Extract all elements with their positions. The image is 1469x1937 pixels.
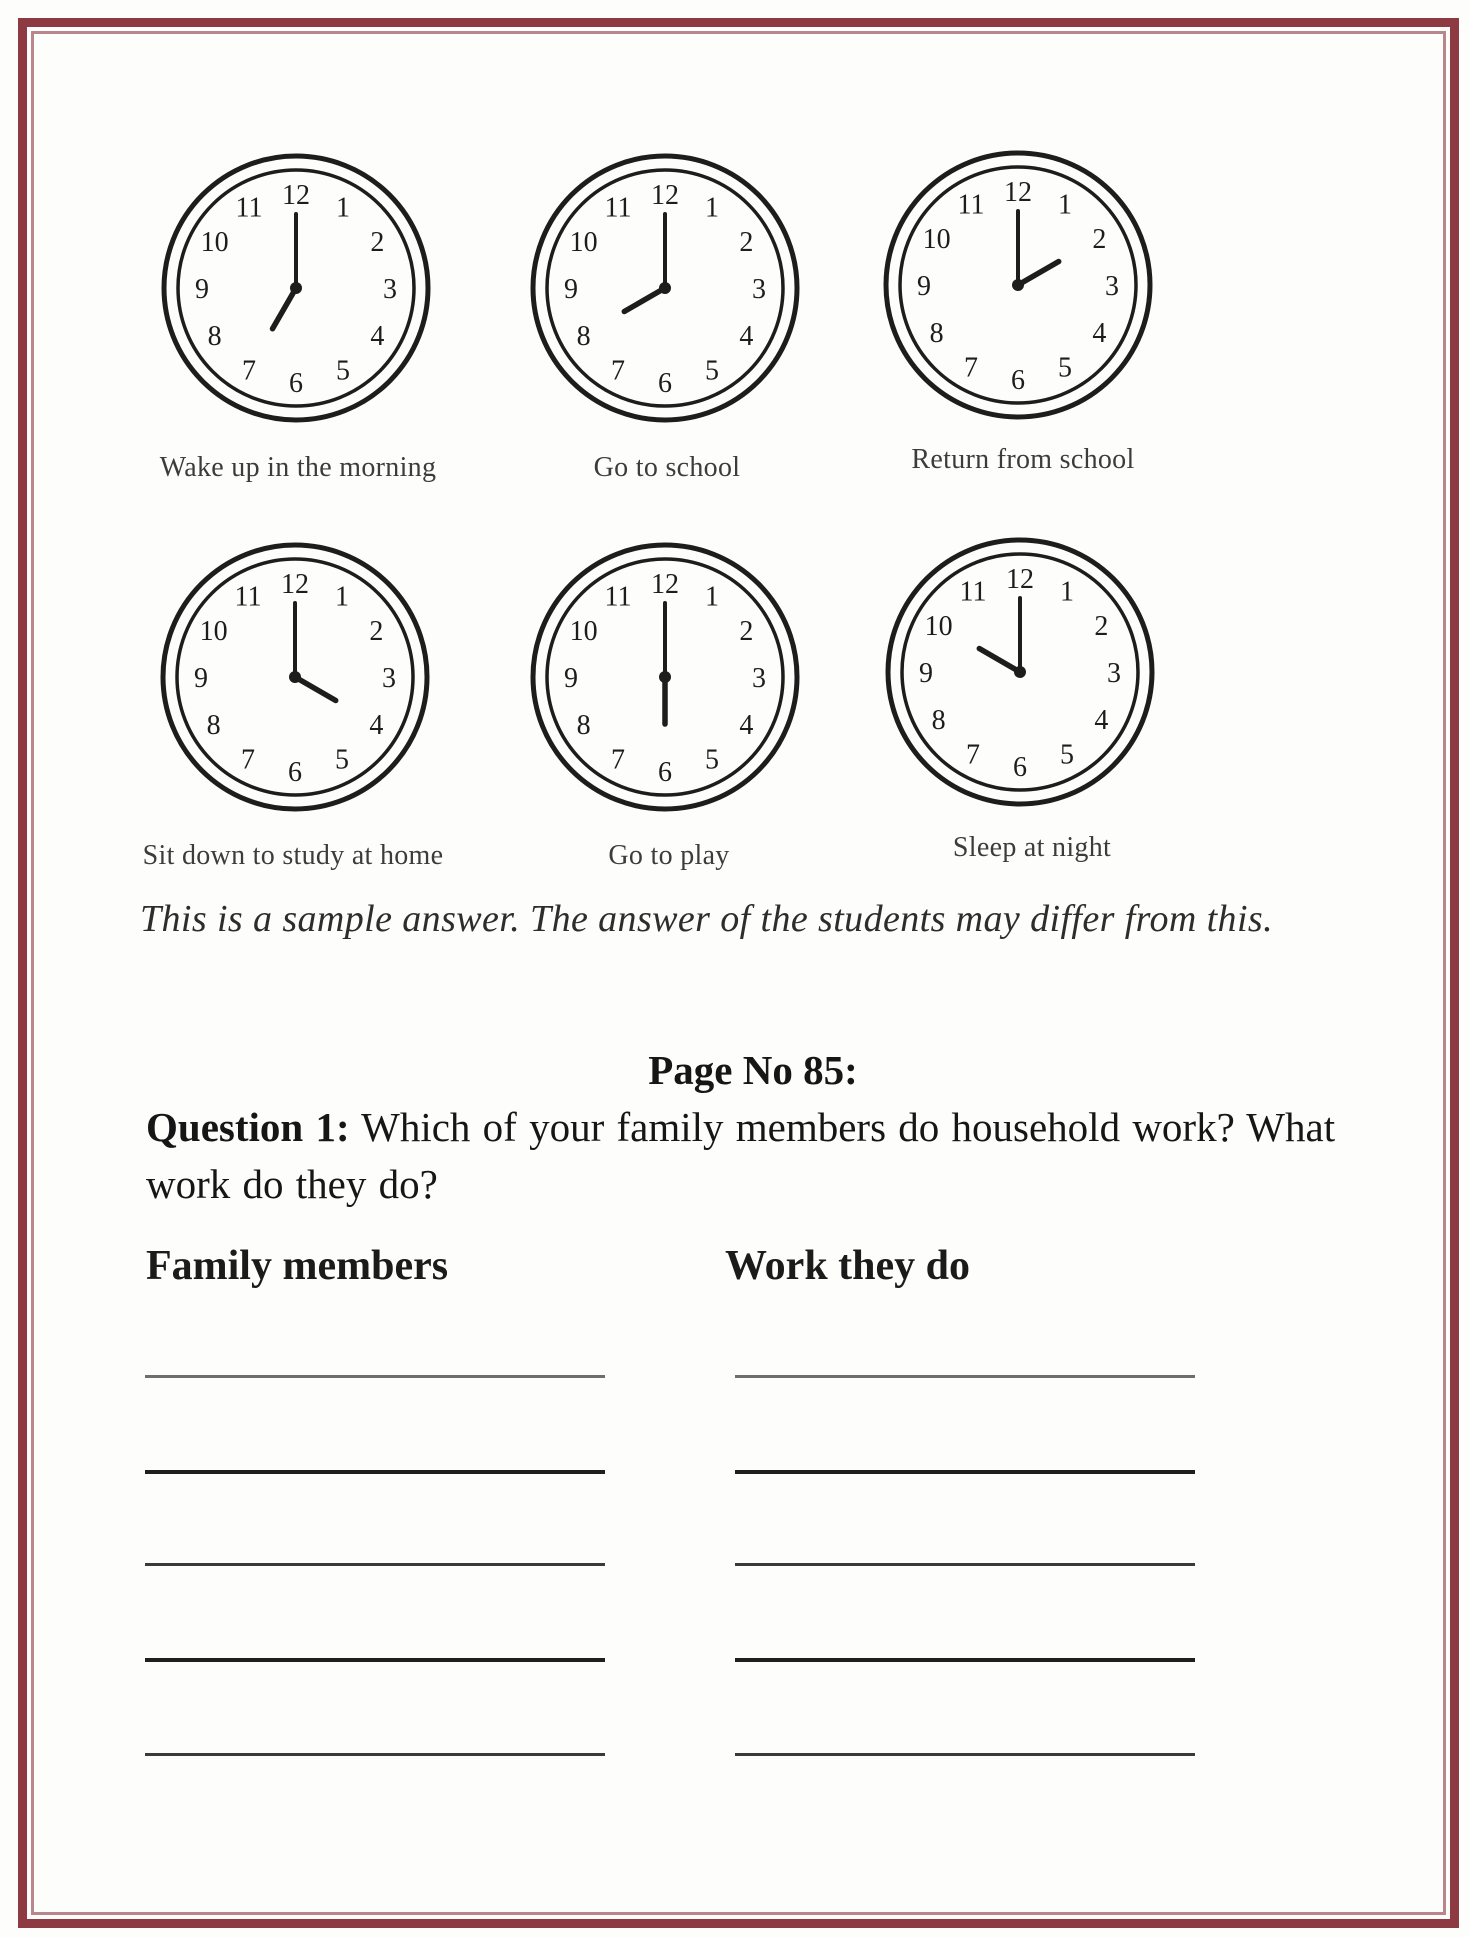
question-label: Question 1: (146, 1104, 350, 1150)
clock-caption: Return from school (911, 444, 1135, 475)
clock-number: 5 (705, 355, 719, 387)
sample-answer-note: This is a sample answer. The answer of the students may differ from this. (140, 898, 1273, 940)
clock-number: 2 (739, 616, 754, 647)
clock-number: 3 (752, 663, 766, 694)
clock-center-dot (659, 282, 671, 294)
page-heading: Page No 85: (648, 1047, 858, 1093)
answer-lines-work-they-do (735, 0, 1195, 1937)
clock-number: 9 (194, 663, 208, 694)
clock-number: 1 (336, 192, 350, 224)
clock-number: 5 (1058, 352, 1072, 384)
clock-number: 2 (1094, 611, 1109, 642)
clock-number: 1 (705, 581, 719, 613)
answer-lines-family-members (145, 0, 605, 1937)
clock-number: 2 (1092, 224, 1107, 255)
clock-number: 4 (369, 710, 384, 741)
clock-number: 1 (705, 192, 719, 224)
clock-number: 3 (1105, 271, 1119, 302)
clock-number: 12 (282, 180, 310, 211)
clock-number: 10 (569, 227, 598, 258)
clock-number: 1 (1060, 576, 1074, 608)
clock-number: 2 (739, 227, 754, 258)
clock-number: 3 (383, 274, 397, 305)
answer-blank-line (145, 1375, 605, 1378)
clock-number: 10 (200, 227, 229, 258)
column-header-family-members: Family members (146, 1243, 449, 1289)
clock-number: 6 (288, 757, 302, 788)
clock-number: 12 (1006, 564, 1034, 595)
clock-number: 11 (604, 581, 632, 613)
clock-number: 4 (1092, 318, 1107, 349)
clock-number: 4 (739, 321, 754, 352)
clock-number: 7 (611, 355, 625, 387)
answer-blank-line (735, 1753, 1195, 1756)
clock-number: 7 (964, 352, 978, 384)
answer-blank-line (145, 1658, 605, 1662)
clock-number: 1 (335, 581, 349, 613)
clock-number: 10 (924, 611, 953, 642)
question-text-line2: work do they do? (146, 1161, 438, 1207)
clock-number: 8 (929, 318, 944, 349)
clock-number: 8 (931, 705, 946, 736)
clock-number: 9 (919, 658, 933, 689)
clock-number: 6 (658, 757, 672, 788)
answer-blank-line (145, 1470, 605, 1474)
clock-number: 9 (195, 274, 209, 305)
clock-number: 7 (611, 744, 625, 776)
clock-number: 10 (569, 616, 598, 647)
hour-hand (624, 288, 665, 312)
clock-caption: Go to school (593, 452, 741, 483)
question-text-line1: Which of your family members do household work? What (361, 1104, 1336, 1150)
column-header-work-they-do: Work they do (725, 1243, 971, 1289)
clock-number: 6 (1011, 365, 1025, 396)
clock-number: 5 (336, 355, 350, 387)
answer-blank-line (735, 1658, 1195, 1662)
clock-number: 11 (235, 192, 263, 224)
clock-number: 9 (564, 663, 578, 694)
clock-number: 11 (959, 576, 987, 608)
clock-caption: Go to play (608, 840, 730, 871)
clock-number: 3 (1107, 658, 1121, 689)
clock-caption: Wake up in the morning (159, 452, 437, 483)
answer-blank-line (735, 1375, 1195, 1378)
clock-number: 8 (576, 710, 591, 741)
answer-blank-line (145, 1753, 605, 1756)
clock-number: 5 (705, 744, 719, 776)
clock-center-dot (659, 671, 671, 683)
clock-number: 3 (752, 274, 766, 305)
clock-number: 8 (206, 710, 221, 741)
clock-number: 9 (564, 274, 578, 305)
clock-number: 8 (576, 321, 591, 352)
clock-number: 12 (281, 569, 309, 600)
clock-number: 6 (1013, 752, 1027, 783)
clock-number: 2 (369, 616, 384, 647)
clock-number: 5 (335, 744, 349, 776)
clock-number: 2 (370, 227, 385, 258)
clock-caption: Sleep at night (952, 832, 1112, 863)
clock-number: 7 (242, 355, 256, 387)
clock-number: 11 (957, 189, 985, 221)
clock-number: 1 (1058, 189, 1072, 221)
clock-number: 4 (739, 710, 754, 741)
clock-number: 9 (917, 271, 931, 302)
clock-number: 12 (651, 569, 679, 600)
clock-number: 11 (604, 192, 632, 224)
clock-number: 10 (199, 616, 228, 647)
clock-number: 7 (966, 739, 980, 771)
answer-blank-line (735, 1470, 1195, 1474)
clock-number: 5 (1060, 739, 1074, 771)
clock-caption: Sit down to study at home (142, 840, 444, 871)
answer-blank-line (735, 1563, 1195, 1566)
clock-number: 10 (922, 224, 951, 255)
clock-number: 12 (1004, 177, 1032, 208)
clock-number: 12 (651, 180, 679, 211)
clock-number: 7 (241, 744, 255, 776)
clock-number: 4 (370, 321, 385, 352)
answer-blank-line (145, 1563, 605, 1566)
clock-number: 8 (207, 321, 222, 352)
clock-number: 4 (1094, 705, 1109, 736)
clock-number: 6 (658, 368, 672, 399)
clock-number: 3 (382, 663, 396, 694)
clock-number: 6 (289, 368, 303, 399)
clock-number: 11 (234, 581, 262, 613)
